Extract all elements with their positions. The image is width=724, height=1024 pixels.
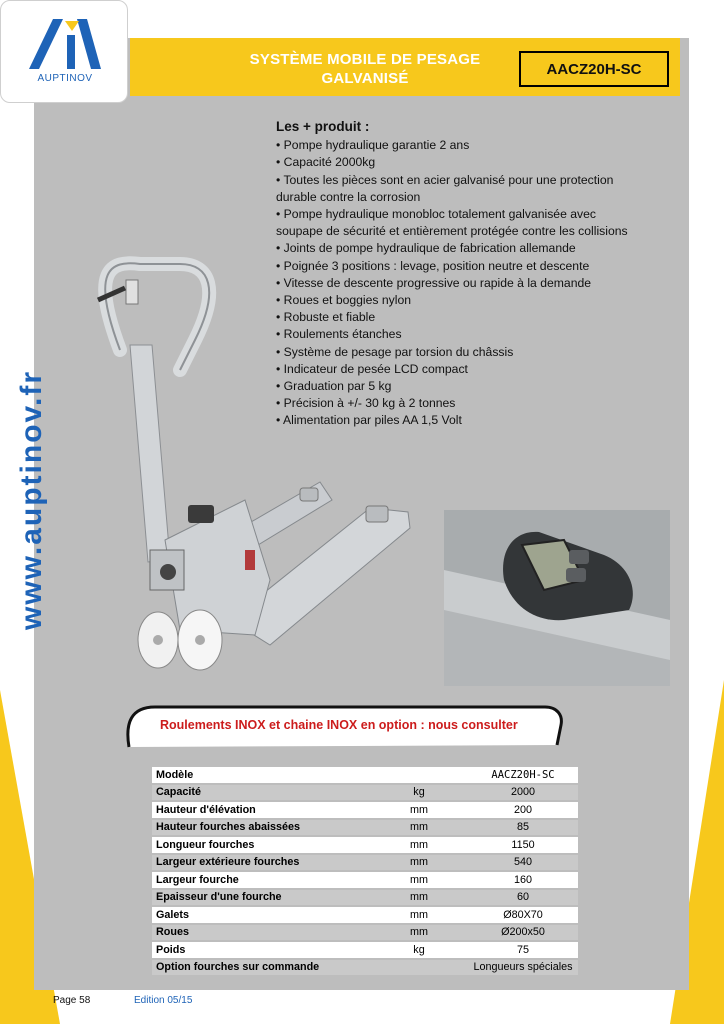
feature-item: • Robuste et fiable [276,309,646,326]
table-row [152,907,578,923]
feature-item: • Système de pesage par torsion du châssis [276,344,646,361]
spec-label: Hauteur d'élévation [152,802,370,818]
spec-unit: mm [370,855,468,871]
spec-unit [370,960,468,976]
feature-item: • Pompe hydraulique garantie 2 ans [276,137,646,154]
title-line-2: GALVANISÉ [321,70,409,87]
table-row [152,837,578,853]
website-url[interactable] [12,320,52,680]
spec-unit: mm [370,802,468,818]
spec-unit: mm [370,890,468,906]
page-title [200,50,530,88]
spec-label: Option fourches sur commande [152,960,370,976]
table-row [152,767,578,783]
model-reference: AACZ20H-SC [546,60,642,78]
table-row [152,855,578,871]
spec-label: Modèle [152,767,370,783]
website-url-text[interactable]: www.auptinov.fr [15,370,48,630]
feature-item: • Roues et boggies nylon [276,292,646,309]
spec-value: 60 [468,890,578,906]
feature-item: • Roulements étanches [276,326,646,343]
spec-unit: mm [370,907,468,923]
spec-label: Longueur fourches [152,837,370,853]
table-row [152,960,578,976]
spec-value: AACZ20H-SC [468,767,578,783]
logo-text: AUPTINOV [37,73,93,84]
pallet-truck-photo [70,250,420,680]
edition-label: Edition 05/15 [134,995,193,1006]
table-row [152,925,578,941]
auptinov-logo [0,0,128,103]
table-row [152,890,578,906]
spec-table [152,765,578,977]
spec-unit [370,767,468,783]
spec-value: 2000 [468,785,578,801]
spec-unit: mm [370,837,468,853]
feature-item: • Indicateur de pesée LCD compact [276,361,646,378]
spec-value: Ø80X70 [468,907,578,923]
spec-value: 75 [468,942,578,958]
feature-item: • Alimentation par piles AA 1,5 Volt [276,412,646,429]
spec-label: Largeur fourche [152,872,370,888]
feature-item: • Graduation par 5 kg [276,378,646,395]
feature-heading: Les + produit : [276,119,370,134]
spec-unit: kg [370,942,468,958]
spec-label: Capacité [152,785,370,801]
title-line-1: SYSTÈME MOBILE DE PESAGE [249,51,481,68]
table-row [152,872,578,888]
spec-label: Poids [152,942,370,958]
spec-label: Epaisseur d'une fourche [152,890,370,906]
spec-value: Ø200x50 [468,925,578,941]
spec-value: Longueurs spéciales [468,960,578,976]
page-number: Page 58 [53,995,91,1006]
feature-item: • Toutes les pièces sont en acier galvanisé pour une protection durable contre la corrosion [276,172,646,206]
spec-unit: mm [370,820,468,836]
spec-value: 540 [468,855,578,871]
table-row [152,942,578,958]
table-row [152,785,578,801]
spec-unit: mm [370,872,468,888]
spec-unit: mm [370,925,468,941]
feature-item: • Vitesse de descente progressive ou rapide à la demande [276,275,646,292]
feature-item: • Poignée 3 positions : levage, position neutre et descente [276,258,646,275]
spec-label: Galets [152,907,370,923]
spec-value: 160 [468,872,578,888]
spec-unit: kg [370,785,468,801]
spec-value: 85 [468,820,578,836]
logo-mark-icon [23,15,107,71]
option-note: Roulements INOX et chaine INOX en option : nous consulter [160,718,518,732]
spec-label: Largeur extérieure fourches [152,855,370,871]
spec-value: 1150 [468,837,578,853]
feature-item: • Capacité 2000kg [276,154,646,171]
spec-label: Hauteur fourches abaissées [152,820,370,836]
table-row [152,820,578,836]
spec-value: 200 [468,802,578,818]
feature-item: • Joints de pompe hydraulique de fabrication allemande [276,240,646,257]
lcd-indicator-photo [444,510,670,686]
model-reference-box [519,51,669,87]
feature-item: • Pompe hydraulique monobloc totalement galvanisée avec soupape de sécurité et entièrement protégée contre les collisions [276,206,646,240]
feature-item: • Précision à +/- 30 kg à 2 tonnes [276,395,646,412]
table-row [152,802,578,818]
spec-label: Roues [152,925,370,941]
